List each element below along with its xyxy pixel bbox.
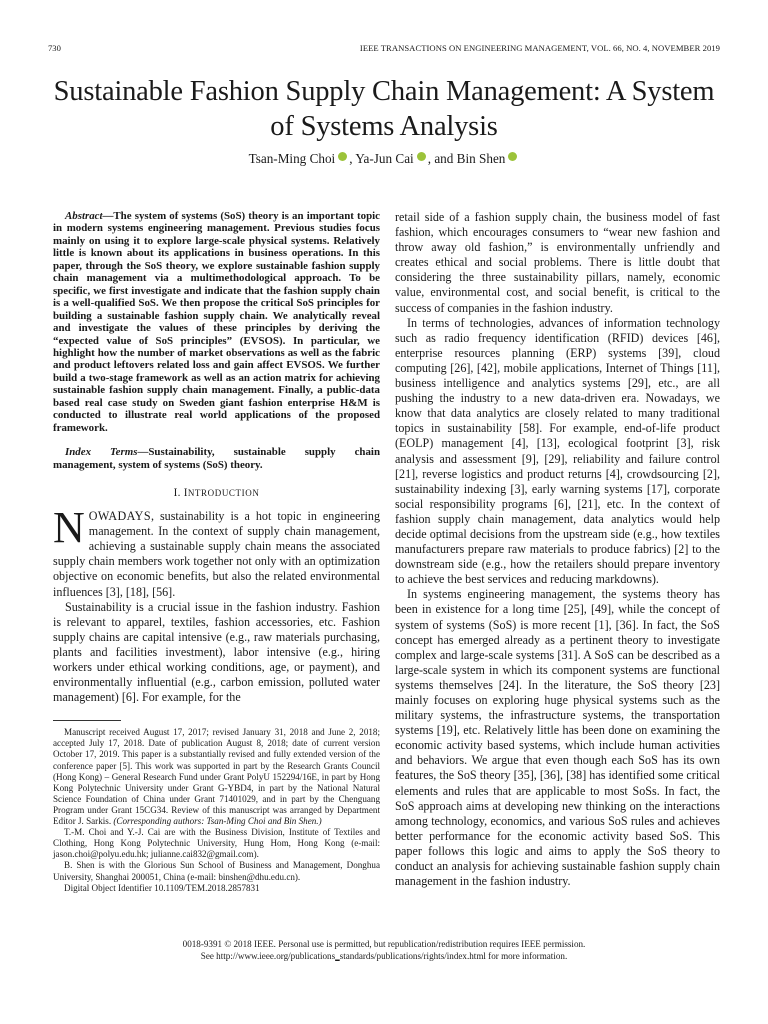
- right-column: [395, 210, 720, 889]
- body-paragraph: retail side of a fashion supply chain, the business model of fast fashion, which encourages consumers to “wear new fashion and throw away old fashion,” is environmentally unfriendly and creates ethical and social problems. There is little doubt that considering the three sustainability pillars, namely, economic value, environmental cost, and social benefit, is critical to the success of companies in the fashion industry.: [395, 210, 720, 315]
- section-title-rest: NTRODUCTION: [187, 488, 260, 499]
- footnote-manuscript: [53, 727, 380, 827]
- abstract: [53, 210, 380, 434]
- orcid-icon[interactable]: [417, 152, 426, 161]
- copyright-notice: [40, 938, 728, 962]
- left-column: [53, 210, 380, 894]
- index-terms: [53, 446, 380, 471]
- body-paragraph: In systems engineering management, the systems theory has been in existence for a long time [25], [49], while the concept of system of systems (SoS) is more recent [1], [36]. In fact, the SoS concept has emerged already as a pertinent theory to investigate complex and large-scale systems [31]. A SoS can be described as a large-scale system in which its component systems are functional systems themselves [24]. In the literature, the SoS theory [23] mainly focuses on exploring huge physical systems such as the military systems, the infrastructure systems, the transportation systems [19], etc. Relatively little has been done on examining the economic activity based systems, which include human activities and behaviors. We argue that even though each SoS has its own features, the SoS theory [35], [36], [38] has identified some critical elements and rules that are applicable to most SoSs. In fact, the SoS approach aims at developing new thinking on the interactions among technology, economics, and various SoS rules and achieves better performance for the economic activity based SoS. This paper follows this logic and aims to apply the SoS theory to conduct an analysis for achieving sustainable fashion supply chain management in the fashion industry.: [395, 587, 720, 889]
- body-paragraph: In terms of technologies, advances of information technology such as radio frequency identification (RFID) devices [46], enterprise resources planning (ERP) systems [39], cloud computing [26], [42], mobile applications, Internet of Things [11], business intelligence and analytics systems [29], etc., are all pushing the industry to a new data-driven era. Nowadays, we know that data analytics are closely related to many traditional topics in sustainability [58]. For example, end-of-life product (EOLP) management [4], [13], ecological footprint [3], risk analysis and assessment [9], [29], reliability and failure control [21], reverse logistics and product returns [4], crowdsourcing [2], sustainability indexing [3], early warning systems [17], corporate social responsibility programs [6], [21], etc. In the context of fashion supply chain management, data analytics would help decide optimal decisions from the upstream side (e.g., how textiles manufacturers prepare raw materials to produce fabrics) [2] to the downstream side (e.g., how the retailers should prepare inventory to achieve the best services and reducing markdowns).: [395, 315, 720, 587]
- section-heading: [53, 486, 380, 500]
- intro-caps-word: OWADAYS: [88, 509, 151, 524]
- author-name: Bin Shen: [456, 151, 506, 166]
- footnote-manuscript-text: Manuscript received August 17, 2017; revised January 31, 2018 and June 2, 2018; accepted July 17, 2018. Date of publication August 8, 2018; date of current version October 17, 2019. This paper is a substantially revised and fully extended version of the conference paper [5]. This work was supported in part by the Research Grants Council (Hong Kong) – General Research Fund under Grant PolyU 152294/16E, in part by Hong Kong Polytechnic University under Grant G-YBD4, in part by the National Natural Science Foundation of China under Grant 71401029, and in part by the Chenguang Program under Grant 15CG34. Review of this manuscript was arranged by Department Editor J. Sarkis.: [53, 727, 380, 827]
- rights-url-start: See http://www.ieee.org/publications: [200, 951, 336, 961]
- author-name: Ya-Jun Cai: [355, 151, 414, 166]
- copyright-line: 0018-9391 © 2018 IEEE. Personal use is permitted, but republication/redistribution requires IEEE permission.: [182, 939, 586, 949]
- index-terms-dash: —: [137, 446, 149, 459]
- author-name: Tsan-Ming Choi: [248, 151, 336, 166]
- running-header: [0, 41, 768, 55]
- corresponding-authors: (Corresponding authors: Tsan-Ming Choi and Bin Shen.): [113, 816, 322, 827]
- section-numeral: I.: [173, 487, 184, 500]
- abstract-label: Abstract: [65, 210, 103, 222]
- orcid-icon[interactable]: [338, 152, 347, 161]
- intro-paragraph-1: [53, 503, 380, 600]
- journal-header: IEEE TRANSACTIONS ON ENGINEERING MANAGEMENT, VOL. 66, NO. 4, NOVEMBER 2019: [359, 43, 720, 53]
- rights-link-line: [40, 950, 728, 962]
- abstract-text: The system of systems (SoS) theory is an important topic in modern systems engineering management. Previous studies focus mainly on using it to explore large-scale physical systems. Relatively little is known about its applications in business operations. In this paper, through the SoS theory, we explore sustainable fashion supply chain management via a multimethodological approach. To be specific, we first investigate and indicate that the fashion supply chain is a well-qualified SoS. We then propose the critical SoS principles for building a sustainable fashion supply chain. We analytically reveal and investigate the values of these principles by deriving the “expected value of SoS principles” (EVSOS). In particular, we highlight how the number of market observations as well as the fabric and product leftovers related loss and gain affect EVSOS. We further build a two-stage framework as well as an action matrix for achieving sustainable fashion supply chain management. Finally, a public-data based real case study on Sweden giant fashion enterprise H&M is conducted to illustrate real world applications of the proposed framework.: [53, 210, 380, 434]
- author-separator: , and: [427, 151, 457, 166]
- paper-title: Sustainable Fashion Supply Chain Management: A System of Systems Analysis: [53, 76, 715, 142]
- author-separator: ,: [349, 151, 356, 166]
- orcid-icon[interactable]: [508, 152, 517, 161]
- footnote-affiliation-1: T.-M. Choi and Y.-J. Cai are with the Business Division, Institute of Textiles and Clothing, Hong Kong Polytechnic University, Hung Hom, Hong Kong (e-mail: jason.choi@polyu.edu.hk; julianne.cai832@gmail.com).: [53, 827, 380, 860]
- intro-paragraph-2: Sustainability is a crucial issue in the fashion industry. Fashion is relevant to apparel, textiles, fashion accessories, etc. Fashion supply chains are capital intensive (e.g., raw materials purchasing, plants and facilities investment), labor intensive (e.g., hiring workers under ethical working conditions, age, or payment), and environmentally influential (e.g., carbon emission, polluted water management) [6]. For example, for the: [53, 599, 380, 705]
- drop-cap: N: [53, 503, 85, 553]
- rights-url-end: standards/publications/rights/index.html for more information.: [339, 951, 568, 961]
- index-terms-text: Sustainability, sustainable supply chain management, system of systems (SoS) theory.: [53, 446, 380, 471]
- section-title-initial: I: [183, 487, 188, 500]
- author-list: [40, 150, 728, 168]
- footnote-divider: [53, 720, 121, 721]
- rights-url-underscore: _: [335, 951, 340, 961]
- index-terms-label: Index Terms: [65, 446, 138, 459]
- footnote-doi: Digital Object Identifier 10.1109/TEM.2018.2857831: [64, 882, 260, 893]
- footnote-affiliation-2: B. Shen is with the Glorious Sun School of Business and Management, Donghua University, Shanghai 200051, China (e-mail: binshen@dhu.edu.cn).: [53, 860, 380, 882]
- page-number: 730: [48, 43, 61, 53]
- intro-p1-text: , sustainability is a hot topic in engineering management. In the context of supply chain management, achieving a sustainable supply chain means the associated supply chain members work together not only with an optimization objective on economic benefits, but also the related environmental influences [3], [18], [56].: [53, 509, 380, 599]
- abstract-dash: —: [102, 210, 114, 222]
